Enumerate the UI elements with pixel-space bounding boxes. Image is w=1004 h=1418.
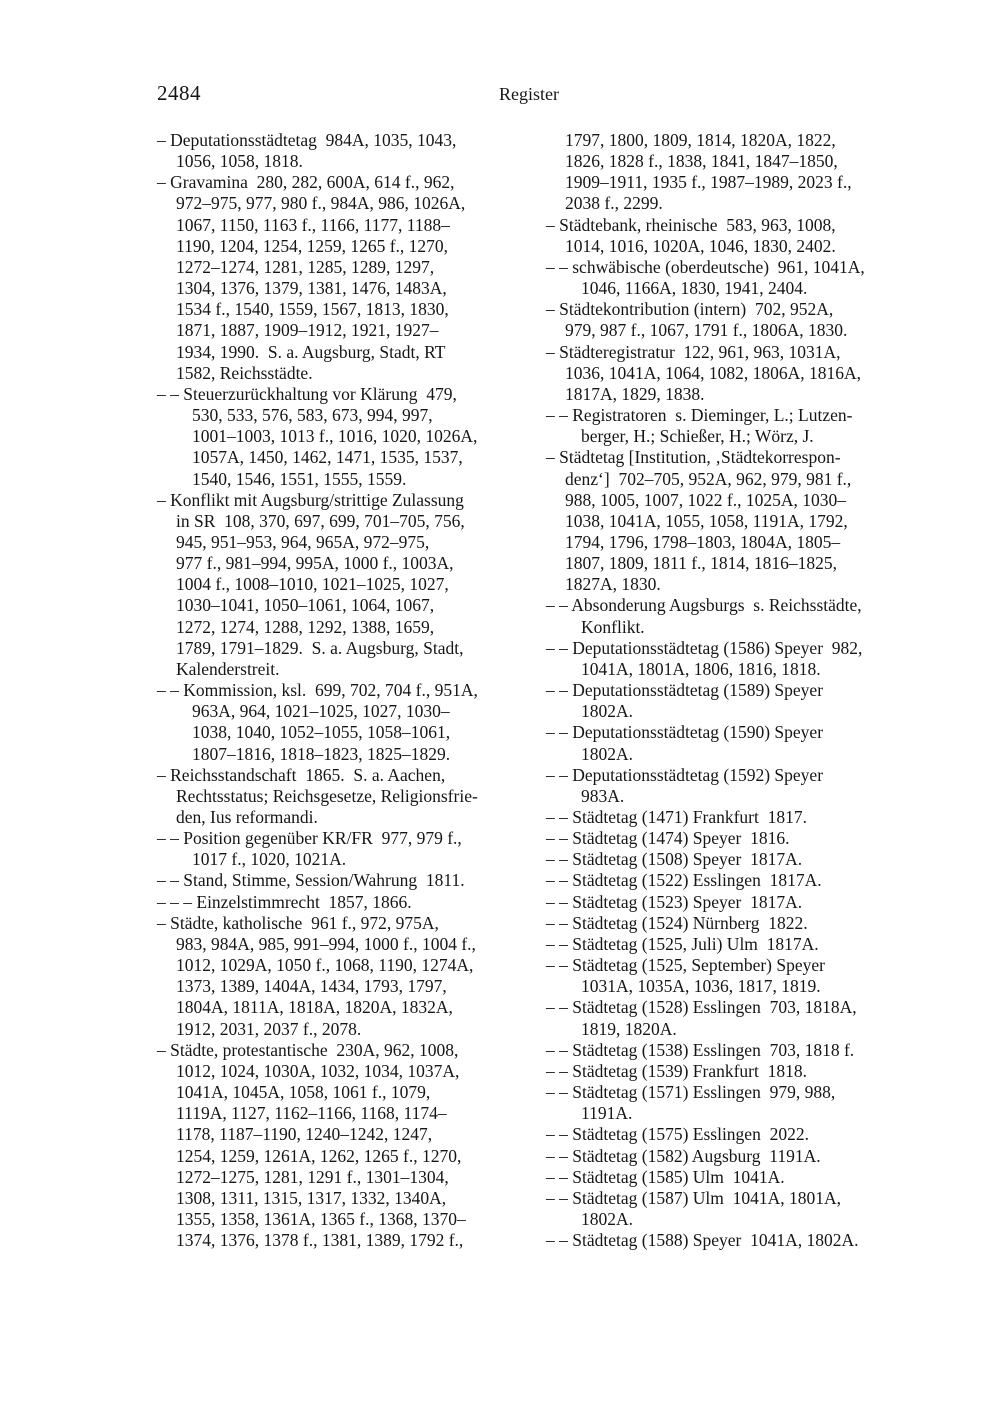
index-line: 1826, 1828 f., 1838, 1841, 1847–1850, [565,151,838,172]
index-line: – – schwäbische (oberdeutsche) 961, 1041A, [546,256,865,277]
page-header [157,80,901,106]
index-entry [546,1061,901,1082]
index-line: – – Steuerzurückhaltung vor Klärung 479, [157,383,457,404]
index-entry [546,955,901,997]
index-line: – Städte, protestantische 230A, 962, 1008, [157,1039,459,1060]
index-line: – – Städtetag (1522) Esslingen 1817A. [546,870,822,891]
index-line: – Städteregistratur 122, 961, 963, 1031A, [546,341,841,362]
index-line: 1036, 1041A, 1064, 1082, 1806A, 1816A, [565,362,862,383]
index-entry [157,1040,512,1252]
index-line: – – Deputationsstädtetag (1586) Speyer 982, [546,637,863,658]
index-entry [546,130,901,215]
index-line: 1794, 1796, 1798–1803, 1804A, 1805– [565,531,841,552]
index-entry [157,892,512,913]
index-line: 977 f., 981–994, 995A, 1000 f., 1003A, [176,553,454,574]
index-line: 1540, 1546, 1551, 1555, 1559. [192,468,407,489]
index-line: 983A. [581,785,625,806]
index-line: 1119A, 1127, 1162–1166, 1168, 1174– [176,1103,447,1124]
index-line: 979, 987 f., 1067, 1791 f., 1806A, 1830. [565,320,848,341]
index-line: – Städte, katholische 961 f., 972, 975A, [157,912,439,933]
index-line: Konflikt. [581,616,645,637]
index-line: – – Städtetag (1471) Frankfurt 1817. [546,807,807,827]
index-line: 1802A. [581,701,634,722]
index-entry [546,1040,901,1061]
index-line: 1789, 1791–1829. S. a. Augsburg, Stadt, [176,637,464,658]
index-line: – – Stand, Stimme, Session/Wahrung 1811. [157,870,465,891]
index-line: berger, H.; Schießer, H.; Wörz, J. [581,426,814,447]
index-entry [546,722,901,764]
index-line: – – Deputationsstädtetag (1592) Speyer [546,764,824,785]
index-entry [157,384,512,490]
index-entry [546,913,901,934]
index-line: 1190, 1204, 1254, 1259, 1265 f., 1270, [176,235,449,256]
index-entry [546,595,901,637]
index-line: – – Deputationsstädtetag (1590) Speyer [546,722,824,743]
index-line: 1534 f., 1540, 1559, 1567, 1813, 1830, [176,299,449,320]
index-columns [157,130,901,1251]
index-line: – – Städtetag (1525, September) Speyer [546,955,825,976]
index-line: – – Städtetag (1528) Esslingen 703, 1818A, [546,997,857,1018]
index-line: 1017 f., 1020, 1021A. [192,849,347,870]
index-line: 1582, Reichsstädte. [176,362,313,383]
index-line: 1807–1816, 1818–1823, 1825–1829. [192,743,451,764]
index-line: – Reichsstandschaft 1865. S. a. Aachen, [157,764,446,785]
index-line: 1056, 1058, 1818. [176,151,303,172]
index-line: 1272–1275, 1281, 1291 f., 1301–1304, [176,1166,449,1187]
index-entry [157,828,512,870]
index-line: – – Registratoren s. Dieminger, L.; Lutzen- [546,405,853,426]
index-entry [546,765,901,807]
index-line: 1827A, 1830. [565,574,661,595]
index-line: 988, 1005, 1007, 1022 f., 1025A, 1030– [565,489,846,510]
index-line: 1819, 1820A. [581,1018,677,1039]
index-line: 1374, 1376, 1378 f., 1381, 1389, 1792 f., [176,1230,464,1251]
index-line: 1807, 1809, 1811 f., 1814, 1816–1825, [565,553,838,574]
index-line: 1001–1003, 1013 f., 1016, 1020, 1026A, [192,426,478,447]
index-line: 945, 951–953, 964, 965A, 972–975, [176,531,430,552]
index-line: – – Städtetag (1538) Esslingen 703, 1818 f. [546,1039,855,1060]
index-line: 1308, 1311, 1315, 1317, 1332, 1340A, [176,1187,447,1208]
index-entry [157,680,512,765]
index-line: 1934, 1990. S. a. Augsburg, Stadt, RT [176,341,446,362]
index-entry [157,490,512,680]
index-line: 1817A, 1829, 1838. [565,383,705,404]
index-line: 1014, 1016, 1020A, 1046, 1830, 2402. [565,235,836,256]
index-line: – – Städtetag (1474) Speyer 1816. [546,828,790,849]
index-entry [546,997,901,1039]
index-line: – – Städtetag (1571) Esslingen 979, 988, [546,1082,836,1103]
index-line: – Gravamina 280, 282, 600A, 614 f., 962, [157,172,455,193]
page-number: 2484 [157,81,201,105]
index-line: 1272–1274, 1281, 1285, 1289, 1297, [176,256,435,277]
index-line: 1804A, 1811A, 1818A, 1820A, 1832A, [176,997,453,1018]
index-entry [546,299,901,341]
index-line: 1909–1911, 1935 f., 1987–1989, 2023 f., [565,172,852,193]
index-line: – – Städtetag (1588) Speyer 1041A, 1802A. [546,1230,859,1251]
index-line: 1038, 1040, 1052–1055, 1058–1061, [192,722,451,743]
index-entry [546,638,901,680]
index-line: – – Städtetag (1525, Juli) Ulm 1817A. [546,933,819,954]
index-line: in SR 108, 370, 697, 699, 701–705, 756, [176,510,465,531]
index-line: – – Städtetag (1523) Speyer 1817A. [546,891,803,912]
index-line: – – Kommission, ksl. 699, 702, 704 f., 951A, [157,680,478,701]
index-column-left [157,130,512,1251]
index-line: – – Städtetag (1585) Ulm 1041A. [546,1166,785,1187]
index-entry [157,765,512,828]
index-line: 1912, 2031, 2037 f., 2078. [176,1018,362,1039]
index-entry [546,849,901,870]
index-line: 1046, 1166A, 1830, 1941, 2404. [581,278,808,299]
index-line: – Städtetag [Institution, ‚Städtekorrespon- [546,447,841,468]
index-line: – – Städtetag (1524) Nürnberg 1822. [546,912,808,933]
index-entry [546,342,901,405]
index-line: – – Absonderung Augsburgs s. Reichsstädte, [546,595,862,616]
index-entry [546,828,901,849]
index-entry [546,1167,901,1188]
index-line: 1012, 1029A, 1050 f., 1068, 1190, 1274A, [176,955,474,976]
index-line: 1004 f., 1008–1010, 1021–1025, 1027, [176,574,449,595]
index-line: – – Deputationsstädtetag (1589) Speyer [546,680,824,701]
index-line: 1191A. [581,1103,633,1124]
index-line: – – Städtetag (1539) Frankfurt 1818. [546,1060,807,1081]
index-line: 530, 533, 576, 583, 673, 994, 997, [192,405,433,426]
index-line: 1067, 1150, 1163 f., 1166, 1177, 1188– [176,214,450,235]
index-line: 1038, 1041A, 1055, 1058, 1191A, 1792, [565,510,848,531]
index-entry [546,934,901,955]
index-line: – – Städtetag (1587) Ulm 1041A, 1801A, [546,1187,842,1208]
index-line: 2038 f., 2299. [565,193,663,214]
index-entry [157,172,512,384]
index-line: – – Städtetag (1582) Augsburg 1191A. [546,1145,821,1166]
index-line: 963A, 964, 1021–1025, 1027, 1030– [192,701,450,722]
index-line: 1030–1041, 1050–1061, 1064, 1067, [176,595,435,616]
index-line: 1802A. [581,743,634,764]
index-entry [157,913,512,1040]
index-entry [157,130,512,172]
running-title: Register [499,84,559,104]
index-entry [546,447,901,595]
index-line: Kalenderstreit. [176,658,280,679]
index-line: 1373, 1389, 1404A, 1434, 1793, 1797, [176,976,447,997]
index-line: – Städtekontribution (intern) 702, 952A, [546,299,834,320]
index-line: – – – Einzelstimmrecht 1857, 1866. [157,891,412,912]
index-line: denz‘] 702–705, 952A, 962, 979, 981 f., [565,468,852,489]
index-line: – – Städtetag (1575) Esslingen 2022. [546,1124,809,1145]
index-line: – Deputationsstädtetag 984A, 1035, 1043, [157,130,457,150]
index-entry [546,680,901,722]
index-line: 1272, 1274, 1288, 1292, 1388, 1659, [176,616,435,637]
index-entry [546,807,901,828]
index-line: 1057A, 1450, 1462, 1471, 1535, 1537, [192,447,463,468]
index-line: 972–975, 977, 980 f., 984A, 986, 1026A, [176,193,466,214]
index-entry [546,1082,901,1124]
index-entry [546,405,901,447]
index-entry [546,1124,901,1145]
index-entry [546,1146,901,1167]
index-line: 1797, 1800, 1809, 1814, 1820A, 1822, [565,130,836,150]
index-line: 1012, 1024, 1030A, 1032, 1034, 1037A, [176,1060,460,1081]
index-entry [546,1188,901,1230]
index-line: 1802A. [581,1208,634,1229]
index-line: 1304, 1376, 1379, 1381, 1476, 1483A, [176,278,447,299]
index-line: den, Ius reformandi. [176,807,318,827]
index-entry [157,870,512,891]
index-line: 1178, 1187–1190, 1240–1242, 1247, [176,1124,433,1145]
index-column-right [546,130,901,1251]
index-line: – – Städtetag (1508) Speyer 1817A. [546,849,803,870]
index-line: 1254, 1259, 1261A, 1262, 1265 f., 1270, [176,1145,462,1166]
index-line: 1871, 1887, 1909–1912, 1921, 1927– [176,320,439,341]
index-line: Rechtsstatus; Reichsgesetze, Religionsfrie- [176,785,478,806]
index-line: – – Position gegenüber KR/FR 977, 979 f., [157,828,462,849]
index-line: – Konflikt mit Augsburg/strittige Zulassung [157,489,464,510]
index-line: 983, 984A, 985, 991–994, 1000 f., 1004 f., [176,933,476,954]
index-entry [546,257,901,299]
index-entry [546,215,901,257]
index-line: 1041A, 1045A, 1058, 1061 f., 1079, [176,1082,431,1103]
index-entry [546,892,901,913]
index-line: 1041A, 1801A, 1806, 1816, 1818. [581,658,821,679]
index-entry [546,1230,901,1251]
index-line: 1031A, 1035A, 1036, 1817, 1819. [581,976,821,997]
index-entry [546,870,901,891]
index-line: – Städtebank, rheinische 583, 963, 1008, [546,214,836,235]
index-line: 1355, 1358, 1361A, 1365 f., 1368, 1370– [176,1208,466,1229]
